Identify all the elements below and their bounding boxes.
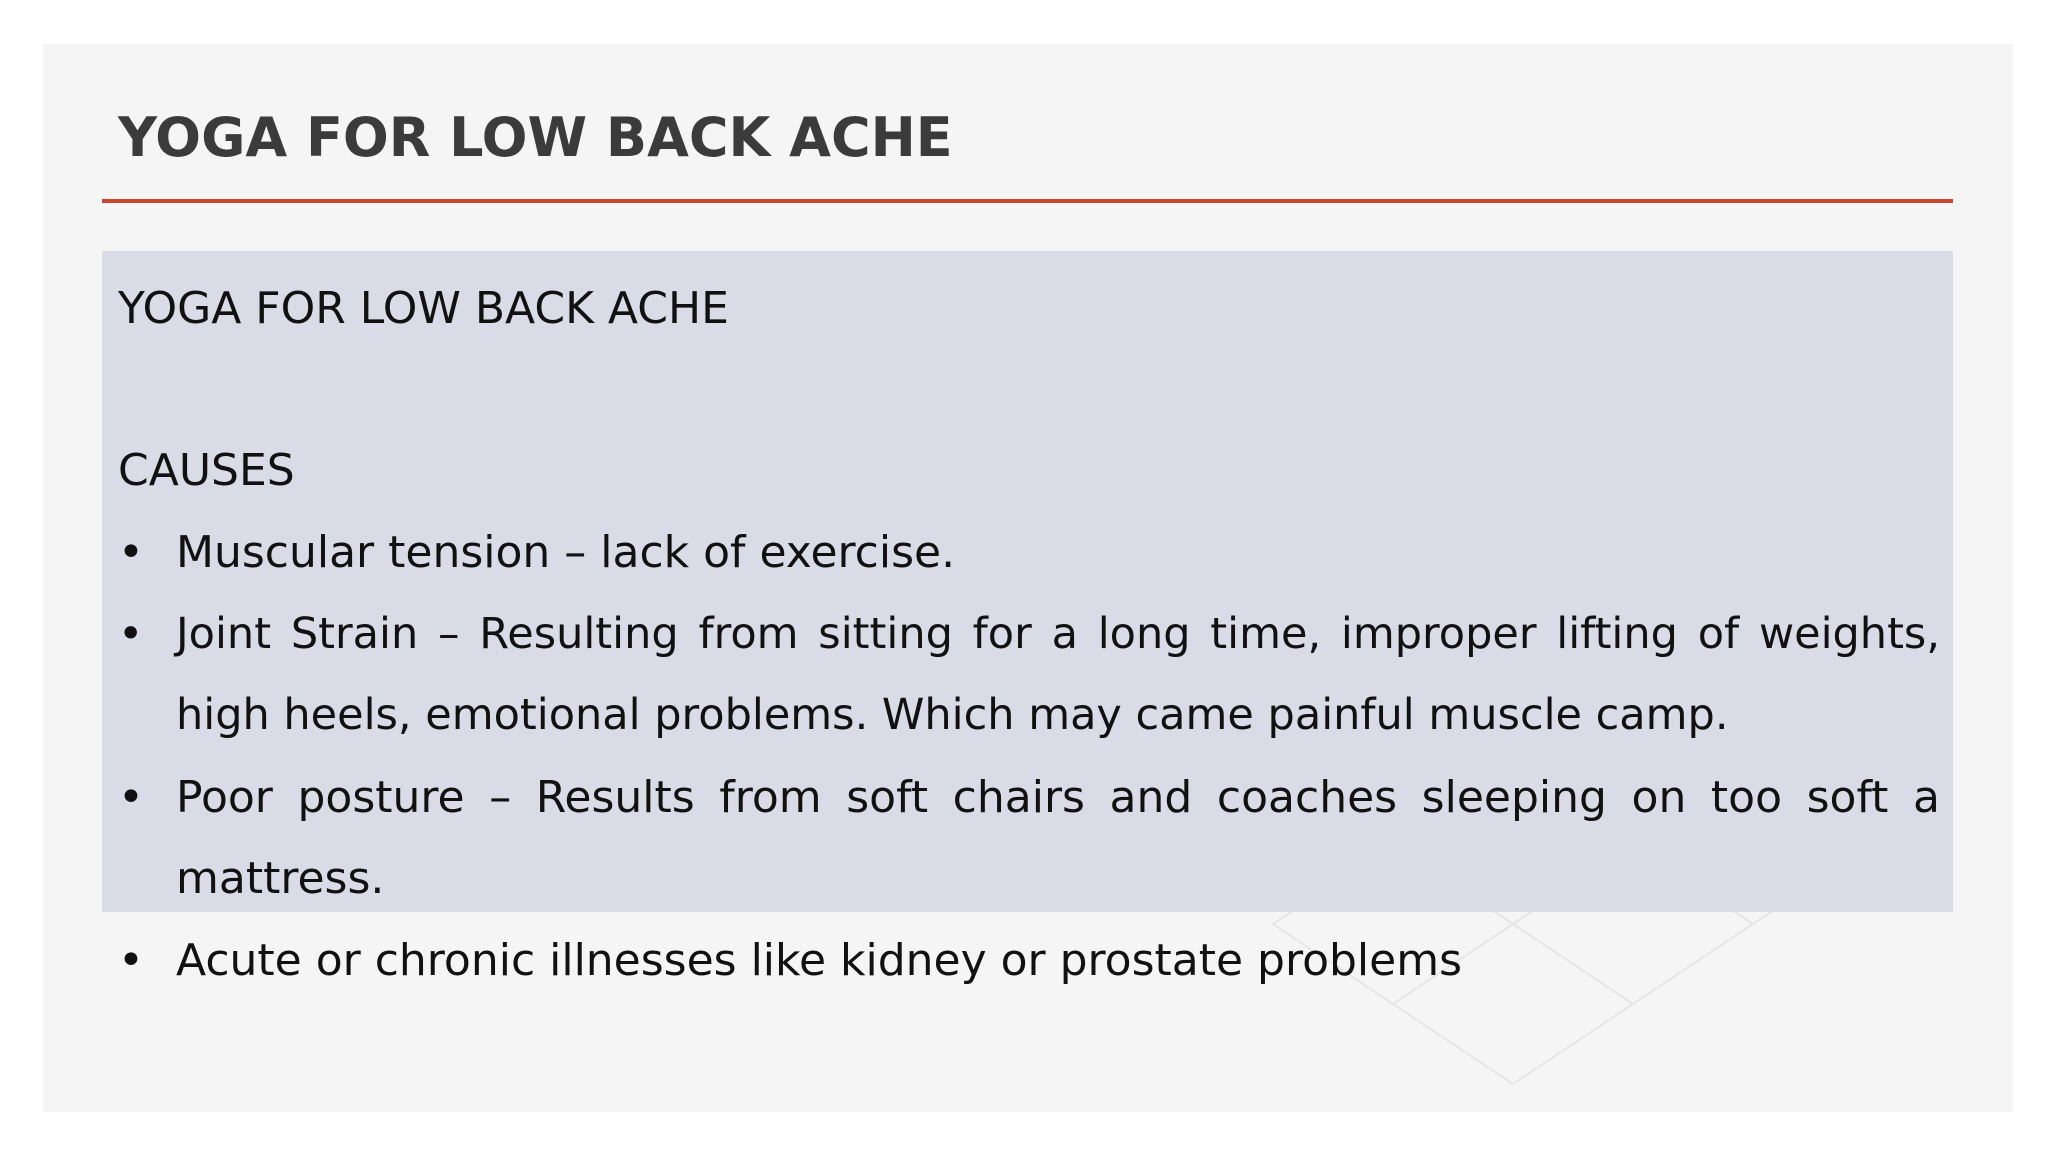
- content-heading: YOGA FOR LOW BACK ACHE: [118, 283, 729, 334]
- spacer: [118, 350, 1940, 430]
- content-body: [118, 268, 1940, 1001]
- list-item: [118, 594, 1940, 757]
- bullet-dot: •: [118, 934, 144, 986]
- list-item-text: Acute or chronic illnesses like kidney or prostate problems: [176, 934, 1463, 986]
- section-label-causes: CAUSES: [118, 445, 295, 496]
- bullet-dot: •: [118, 771, 144, 823]
- list-item: [118, 920, 1940, 1002]
- list-item-text: Poor posture – Results from soft chairs and coaches sleeping on too soft a mattress.: [176, 771, 1940, 904]
- slide-title: YOGA FOR LOW BACK ACHE: [118, 106, 953, 169]
- slide: [43, 44, 2013, 1112]
- list-item: [118, 757, 1940, 920]
- list-item-text: Joint Strain – Resulting from sitting for a long time, improper lifting of weights, high heels, emotional problems. Which may came painful muscle camp.: [176, 608, 1940, 740]
- causes-list: [118, 512, 1940, 1001]
- bullet-dot: •: [118, 608, 144, 659]
- list-item-text: Muscular tension – lack of exercise.: [176, 527, 956, 578]
- list-item: [118, 512, 1940, 594]
- title-divider: [102, 199, 1953, 203]
- bullet-dot: •: [118, 527, 144, 578]
